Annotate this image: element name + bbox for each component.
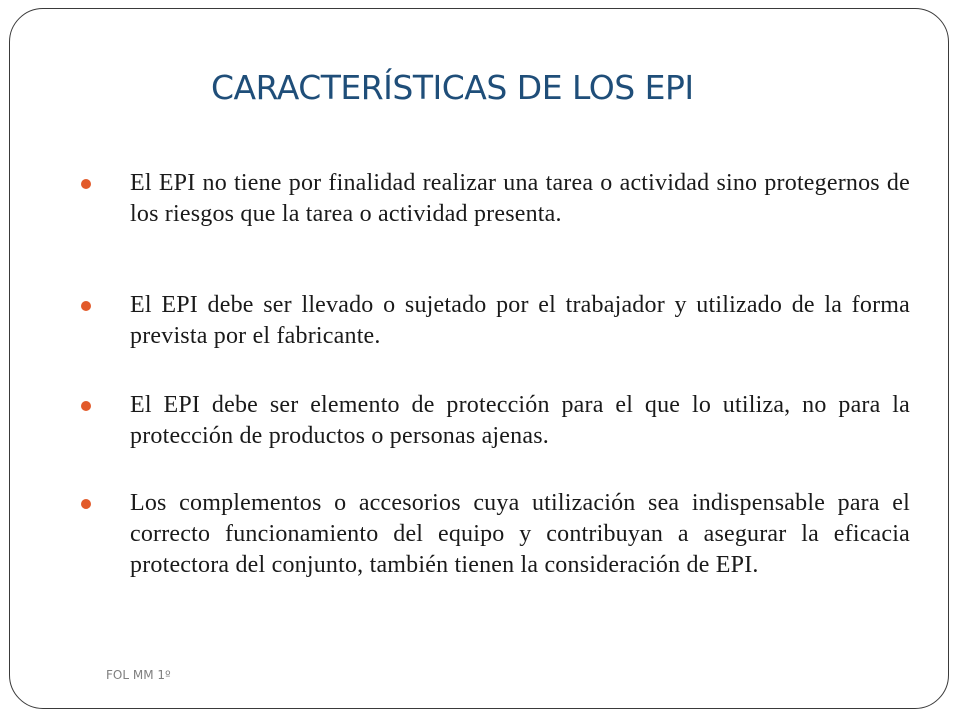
bullet-text: Los complementos o accesorios cuya utilización sea indispensable para el correcto funcionamiento del equipo y contribuyan a asegurar la eficacia protectora del conjunto, también tienen la consideración de EPI. bbox=[130, 490, 910, 578]
bullet-dot-icon bbox=[81, 499, 91, 509]
bullet-dot-icon bbox=[81, 301, 91, 311]
bullet-dot-icon bbox=[81, 401, 91, 411]
slide-title: CARACTERÍSTICAS DE LOS EPI bbox=[211, 68, 694, 107]
slide-frame bbox=[9, 8, 949, 709]
bullet-text: El EPI no tiene por finalidad realizar una tarea o actividad sino protegernos de los riesgos que la tarea o actividad presenta. bbox=[130, 170, 910, 227]
slide-footer: FOL MM 1º bbox=[106, 668, 171, 682]
bullet-text: El EPI debe ser llevado o sujetado por el trabajador y utilizado de la forma prevista por el fabricante. bbox=[130, 292, 910, 349]
bullet-dot-icon bbox=[81, 179, 91, 189]
bullet-text: El EPI debe ser elemento de protección para el que lo utiliza, no para la protección de productos o personas ajenas. bbox=[130, 392, 910, 449]
